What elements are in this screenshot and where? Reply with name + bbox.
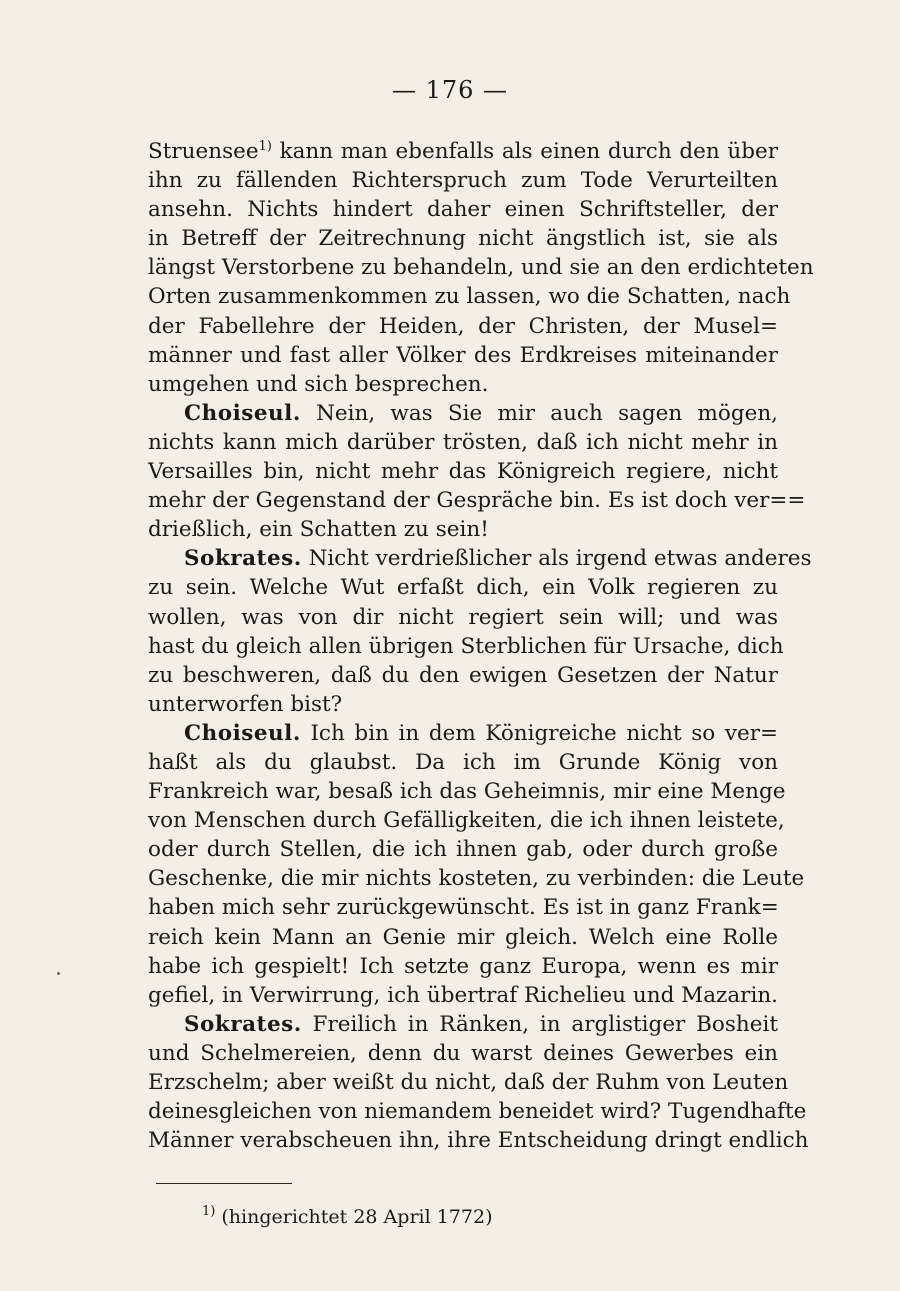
text-line (148, 195, 778, 224)
line-text: oder durch Stellen, die ich ihnen gab, oder durch große (148, 837, 778, 863)
line-text: drießlich, ein Schatten zu sein! (148, 517, 489, 543)
line-text: haben mich sehr zurückgewünscht. Es ist in ganz Frank= (148, 895, 779, 921)
footnote-reference: 1) (258, 139, 272, 154)
text-line (148, 661, 778, 690)
line-text: mehr der Gegenstand der Gespräche bin. Es ist doch ver== (148, 488, 806, 514)
text-line (148, 515, 778, 544)
text-line (148, 835, 778, 864)
line-text: Versailles bin, nicht mehr das Königreich regiere, nicht (148, 459, 778, 485)
text-line (148, 690, 778, 719)
line-text: männer und fast aller Völker des Erdkreises miteinander (148, 342, 778, 368)
text-line (148, 573, 778, 602)
line-text: in Betreff der Zeitrechnung nicht ängstlich ist, sie als (148, 226, 778, 252)
line-text: haßt als du glaubst. Da ich im Grunde König von (148, 749, 778, 775)
line-text: umgehen und sich besprechen. (148, 371, 489, 397)
line-text: Erzschelm; aber weißt du nicht, daß der Ruhm von Leuten (148, 1070, 789, 1095)
footnote (202, 1206, 493, 1228)
line-text: deinesgleichen von niemandem beneidet wird? Tugendhafte (148, 1099, 807, 1125)
text-line (148, 253, 814, 282)
text-line (148, 1097, 807, 1126)
text-line (148, 428, 778, 457)
speaker-name: Choiseul. (184, 400, 301, 426)
line-text: der Fabellehre der Heiden, der Christen, der Musel= (148, 313, 778, 339)
line-text: wollen, was von dir nicht regiert sein will; und was (148, 604, 778, 630)
line-text: kann man ebenfalls als einen durch den über (271, 139, 778, 164)
speaker-name: Sokrates. (184, 1011, 302, 1037)
line-prefix: Struensee (148, 139, 259, 164)
text-line (148, 544, 812, 573)
text-line (148, 923, 778, 952)
line-text: zu sein. Welche Wut erfaßt dich, ein Volk regieren zu (148, 575, 778, 601)
footnote-mark: 1) (202, 1204, 216, 1219)
text-line (148, 1039, 778, 1068)
text-line (148, 981, 778, 1010)
line-text: Nein, was Sie mir auch sagen mögen, (300, 400, 778, 426)
line-text: Ich bin in dem Königreiche nicht so ver= (300, 720, 778, 746)
line-text: Freilich in Ränken, in arglistiger Bosheit (301, 1011, 778, 1037)
text-line (148, 632, 784, 661)
line-text: Geschenke, die mir nichts kosteten, zu verbinden: die Leute (148, 866, 805, 892)
text-line (148, 1068, 789, 1097)
line-text: von Menschen durch Gefälligkeiten, die ich ihnen leistete, (148, 808, 785, 834)
footnote-rule (156, 1183, 292, 1184)
line-text: Männer verabscheuen ihn, ihre Entscheidung dringt endlich (148, 1128, 809, 1154)
body-text (148, 137, 814, 1155)
page-speck (57, 972, 60, 975)
text-line (148, 893, 778, 922)
text-line (148, 282, 791, 311)
speaker-name: Sokrates. (184, 546, 302, 572)
line-text: gefiel, in Verwirrung, ich übertraf Richelieu und Mazarin. (148, 982, 778, 1008)
text-line (148, 224, 778, 253)
line-text: längst Verstorbene zu behandeln, und sie an den erdichteten (148, 255, 814, 281)
line-text: Orten zusammenkommen zu lassen, wo die Schatten, nach (148, 284, 791, 310)
line-text: Frankreich war, besaß ich das Geheimnis, mir eine Menge (148, 779, 786, 805)
text-line (148, 603, 778, 632)
text-line (148, 486, 806, 515)
text-line (148, 312, 778, 341)
text-line (148, 457, 778, 486)
line-text: nichts kann mich darüber trösten, daß ich nicht mehr in (148, 429, 778, 455)
text-line (148, 370, 778, 399)
text-line (148, 166, 778, 195)
text-line (148, 748, 778, 777)
text-line (148, 1126, 809, 1155)
line-text: reich kein Mann an Genie mir gleich. Welch eine Rolle (148, 924, 778, 950)
line-text: hast du gleich allen übrigen Sterblichen für Ursache, dich (148, 633, 784, 659)
speaker-name: Choiseul. (184, 720, 301, 746)
page-number-header: — 176 — (391, 76, 509, 104)
line-text: zu beschweren, daß du den ewigen Gesetzen der Natur (148, 662, 778, 688)
text-line (148, 341, 778, 370)
line-text: unterworfen bist? (148, 691, 343, 717)
text-line (148, 399, 778, 428)
footnote-text: (hingerichtet 28 April 1772) (215, 1206, 493, 1228)
line-text: Nicht verdrießlicher als irgend etwas anderes (301, 546, 812, 572)
line-text: und Schelmereien, denn du warst deines Gewerbes ein (148, 1040, 778, 1066)
text-line (148, 777, 786, 806)
text-line (148, 719, 778, 748)
text-line (148, 806, 785, 835)
text-line (148, 137, 778, 166)
line-text: ansehn. Nichts hindert daher einen Schriftsteller, der (148, 197, 778, 223)
text-line (148, 1010, 778, 1039)
text-line (148, 952, 778, 981)
text-line (148, 864, 805, 893)
line-text: ihn zu fällenden Richterspruch zum Tode Verurteilten (148, 168, 778, 194)
line-text: habe ich gespielt! Ich setzte ganz Europa, wenn es mir (148, 953, 778, 979)
